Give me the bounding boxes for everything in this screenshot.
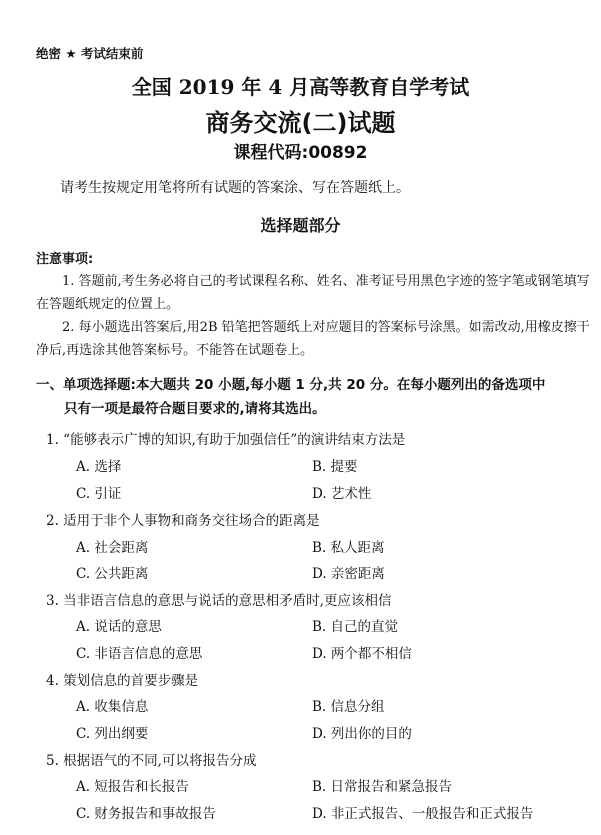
note-item: 1. 答题前,考生务必将自己的考试课程名称、姓名、准考证号用黑色字迹的签字笔或钢笔填写在答题纸规定的位置上。 <box>36 274 590 312</box>
option-c: C. 列出纲要 <box>76 726 149 742</box>
section-heading <box>36 373 596 421</box>
option-d: D. 列出你的目的 <box>312 726 412 742</box>
option-d: D. 亲密距离 <box>312 566 385 582</box>
part-title: 选择题部分 <box>260 216 341 235</box>
confidential-mark: 绝密 ★ 考试结束前 <box>36 46 144 61</box>
course-code: 课程代码:00892 <box>233 143 368 163</box>
option-d: D. 两个都不相信 <box>312 646 412 662</box>
note-item: 2. 每小题选出答案后,用2B 铅笔把答题纸上对应题目的答案标号涂黑。如需改动,用橡皮擦干净后,再选涂其他答案标号。不能答在试题卷上。 <box>36 320 590 358</box>
option-b: B. 提要 <box>312 459 358 475</box>
option-b: B. 日常报告和紧急报告 <box>312 779 453 795</box>
notes-title: 注意事项: <box>36 252 94 267</box>
option-c: C. 引证 <box>76 486 122 502</box>
answer-instruction: 请考生按规定用笔将所有试题的答案涂、写在答题纸上。 <box>60 180 410 196</box>
option-a: A. 短报告和长报告 <box>76 779 189 795</box>
subject-title: 商务交流(二)试题 <box>205 109 396 137</box>
option-b: B. 自己的直觉 <box>312 619 399 635</box>
question-stem: 1. “能够表示广博的知识,有助于加强信任”的演讲结束方法是 <box>46 432 406 448</box>
question-stem: 4. 策划信息的首要步骤是 <box>46 673 199 689</box>
option-a: A. 收集信息 <box>76 699 149 715</box>
option-a: A. 选择 <box>76 459 122 475</box>
exam-title: 全国 2019 年 4 月高等教育自学考试 <box>131 75 470 99</box>
section-heading-line1: 一、单项选择题:本大题共 20 小题,每小题 1 分,共 20 分。在每小题列出的备选项中 <box>36 377 546 393</box>
option-a: A. 社会距离 <box>76 540 149 556</box>
option-c: C. 非语言信息的意思 <box>76 646 203 662</box>
option-d: D. 非正式报告、一般报告和正式报告 <box>312 806 534 822</box>
question-stem: 3. 当非语言信息的意思与说话的意思相矛盾时,更应该相信 <box>46 593 392 609</box>
option-b: B. 私人距离 <box>312 540 385 556</box>
option-d: D. 艺术性 <box>312 486 372 502</box>
option-c: C. 公共距离 <box>76 566 149 582</box>
option-b: B. 信息分组 <box>312 699 385 715</box>
section-heading-line2: 只有一项是最符合题目要求的,请将其选出。 <box>64 401 326 417</box>
question-stem: 2. 适用于非个人事物和商务交往场合的距离是 <box>46 513 320 529</box>
question-stem: 5. 根据语气的不同,可以将报告分成 <box>46 753 257 769</box>
option-a: A. 说话的意思 <box>76 619 162 635</box>
option-c: C. 财务报告和事故报告 <box>76 806 216 822</box>
